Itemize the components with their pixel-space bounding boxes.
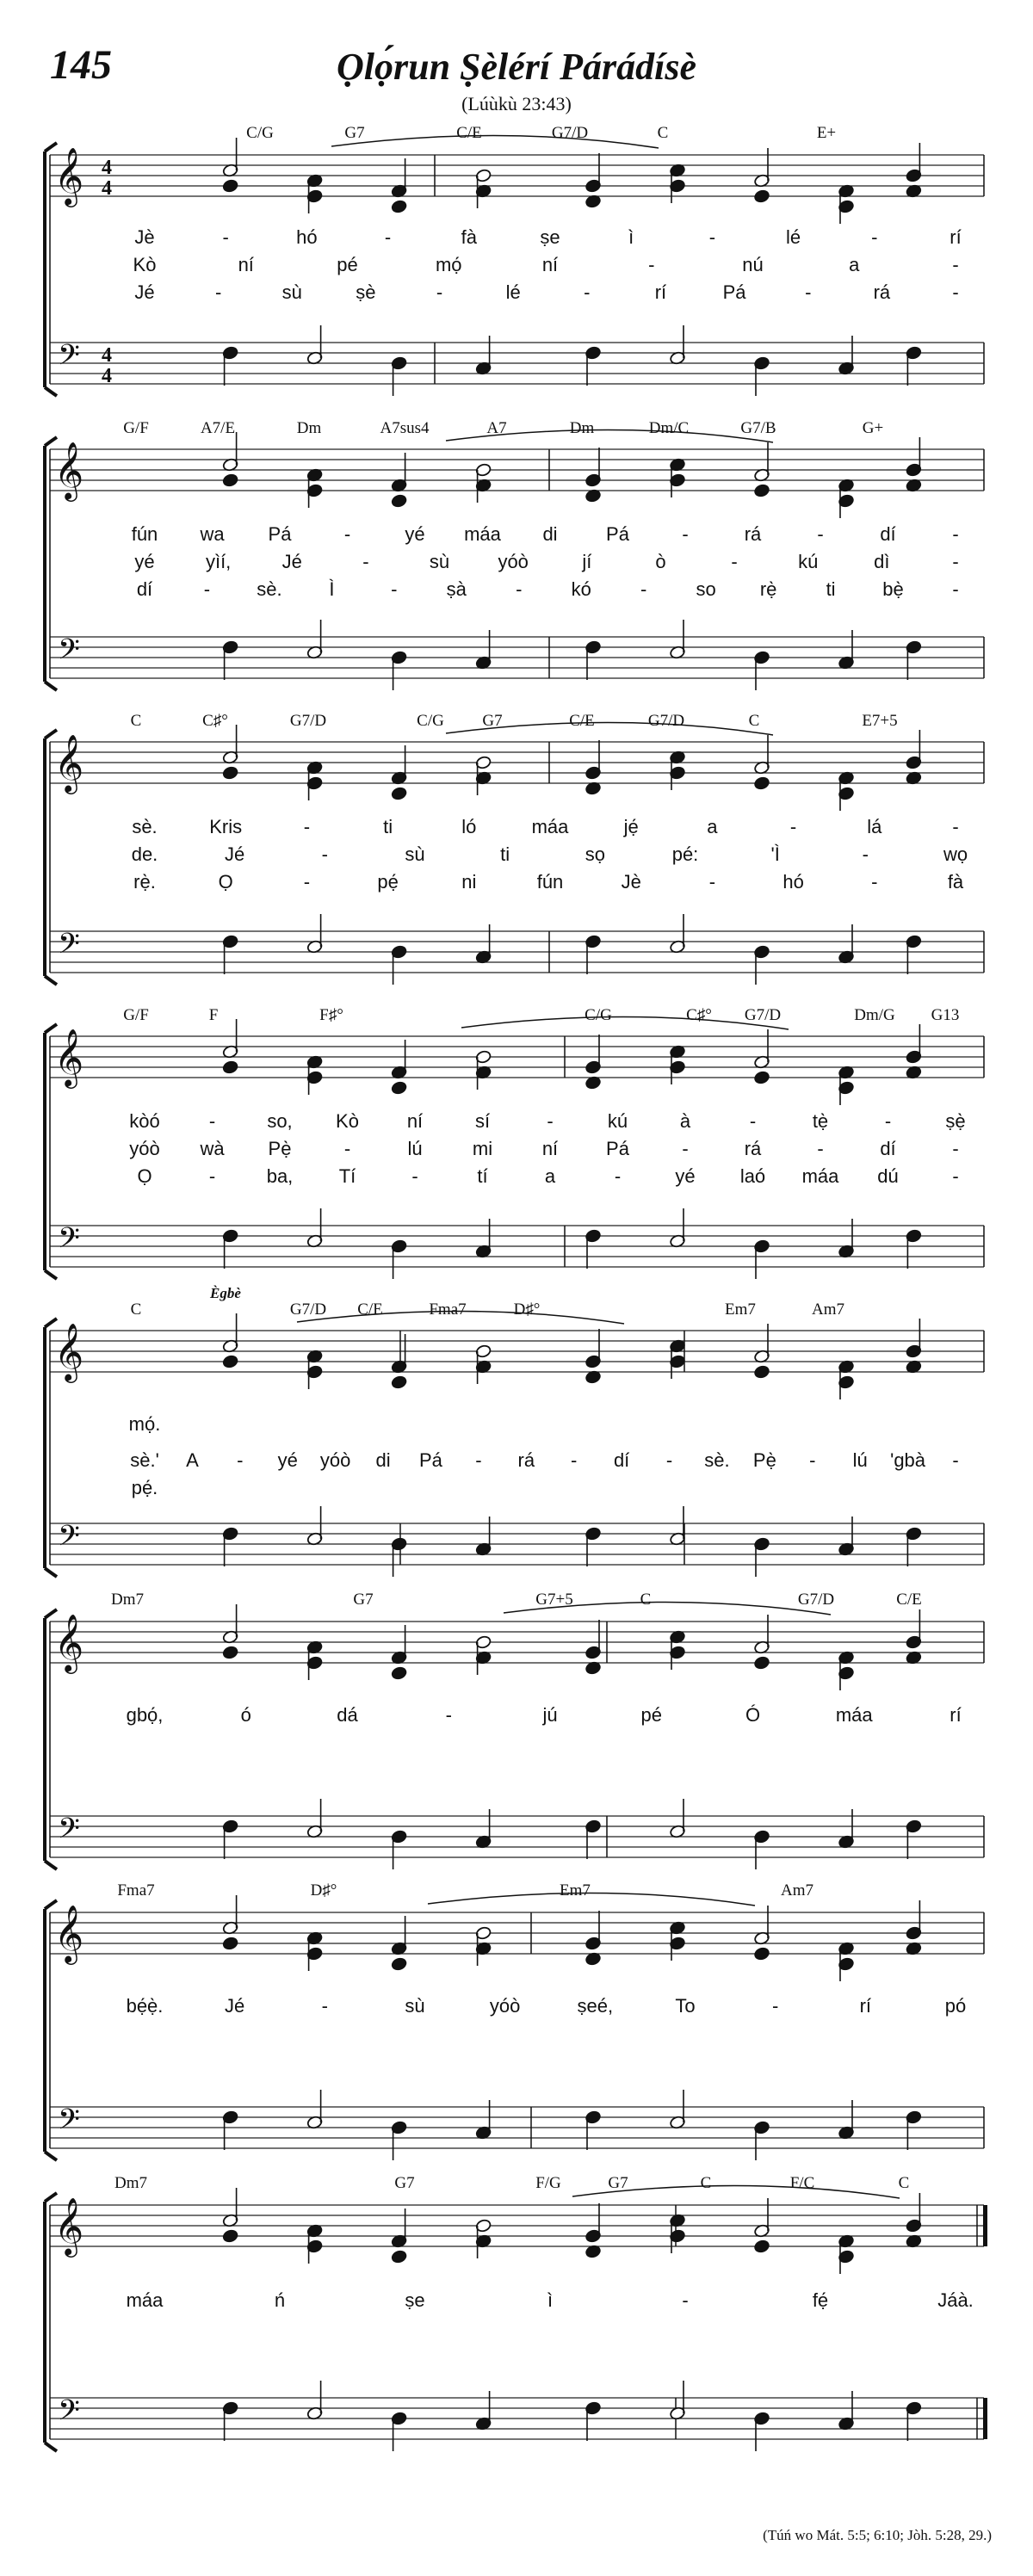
lyric-syllable: kòó [129,1110,160,1132]
system-7-bass-clef-icon: 𝄢 [58,2103,80,2143]
lyric-syllable: - [682,2289,689,2311]
lyric-syllable: de. [131,843,158,865]
lyric-syllable: Pá [606,523,629,545]
lyric-syllable: ti [826,578,836,600]
system-1-bass-clef-icon: 𝄢 [58,339,80,379]
chord-symbol: Fma7 [429,1300,467,1319]
system-5-treble-clef-icon: 𝄞 [53,1322,84,1381]
alto-note [391,787,407,801]
lyric-syllable: - [584,281,591,303]
lyric-syllable: - [614,1165,622,1187]
system-8-bass-clef-icon: 𝄢 [58,2394,80,2434]
lyric-syllable: rí [949,1704,962,1726]
chord-symbol: G7 [608,2174,628,2192]
lyric-syllable: rá [517,1449,535,1471]
chord-symbol: C [640,1591,652,1609]
lyric-syllable: ṣà [446,578,467,600]
lyric-syllable: ti [383,816,393,837]
lyric-syllable: dí [613,1449,630,1471]
lyric-syllable: a [849,254,860,275]
lyric-syllable: - [682,1138,689,1159]
lyric-syllable: mi [472,1138,493,1159]
lyric-syllable: sè. [704,1449,730,1471]
chord-symbol: G7/D [551,124,589,142]
lyric-syllable: - [640,578,647,600]
chord-symbol: G7/D [289,712,327,730]
lyric-syllable: - [222,226,229,248]
lyric-syllable: jẹ́ [623,816,639,837]
scripture-reference: (Lúùkù 23:43) [461,93,572,114]
alto-note [222,2229,238,2244]
alto-note [753,776,770,791]
lyric-syllable: lé [786,226,801,248]
lyric-syllable: kú [607,1110,628,1132]
chord-symbol: Dm/G [854,1006,895,1024]
lyric-syllable: lé [505,281,521,303]
chord-symbol: G13 [931,1006,960,1024]
alto-note [391,1375,407,1390]
chord-symbol: E7+5 [862,712,898,730]
chord-symbol: G7 [344,124,365,142]
chord-symbol: C/G [246,124,274,142]
lyric-syllable: mọ́. [128,1413,161,1435]
chord-symbol: Dm [569,419,595,437]
lyric-syllable: fún [536,871,564,893]
lyric-syllable: máa [464,523,501,545]
lyric-syllable: rá [744,523,762,545]
lyric-syllable: dí [880,1138,896,1159]
lyric-syllable: - [817,523,824,545]
lyric-syllable: - [952,254,959,275]
lyric-syllable: Jé [225,843,245,865]
lyric-syllable: - [789,816,797,837]
bass-time-sig-top: 4 [102,344,112,367]
lyric-syllable: ì [628,226,634,248]
lyric-syllable: - [237,1449,244,1471]
chord-symbol: C [130,712,142,730]
lyric-syllable: rẹ̀ [759,578,777,600]
lyric-syllable: ní [541,254,559,275]
lyric-syllable: - [952,551,959,572]
alto-note [753,1656,770,1671]
lyric-syllable: pé [337,254,358,275]
alto-note [391,1957,407,1972]
lyric-syllable: tí [477,1165,488,1187]
system-2-treble-clef-icon: 𝄞 [53,441,84,499]
lyric-syllable: - [952,578,959,600]
lyric-syllable: Jé [225,1995,245,2017]
lyric-syllable: lú [407,1138,423,1159]
lyric-syllable: lú [852,1449,868,1471]
system-1-slur [331,135,659,148]
lyric-syllable: gbọ́, [126,1704,164,1726]
chord-symbol: G/F [123,419,149,437]
lyric-syllable: - [871,226,878,248]
chord-symbol: C/E [357,1300,383,1319]
lyric-syllable: máa [835,1704,873,1726]
lyric-syllable: - [648,254,655,275]
lyric-syllable: ni [461,871,477,893]
lyric-syllable: rí [859,1995,872,2017]
lyric-syllable: - [303,816,311,837]
lyric-syllable: wà [200,1138,225,1159]
lyric-syllable: dí [136,578,153,600]
lyric-syllable: sè.' [130,1449,159,1471]
lyric-syllable: ṣè [356,281,376,303]
chord-symbol: F♯° [319,1006,343,1024]
final-barline [983,2398,987,2439]
final-barline [983,2205,987,2246]
lyric-syllable: 'Ì [770,843,780,865]
lyric-syllable: - [384,226,392,248]
lyric-syllable: - [665,1449,673,1471]
lyric-syllable: - [411,1165,418,1187]
chord-symbol: Em7 [725,1300,756,1319]
lyric-syllable: Kò [133,254,157,275]
chord-symbol: F/C [789,2174,815,2192]
section-mark-egbe: Ègbè [210,1285,241,1301]
lyric-syllable: tẹ̀ [812,1110,829,1132]
lyric-syllable: - [708,871,716,893]
lyric-syllable: dí [880,523,896,545]
lyric-syllable: 'gbà [890,1449,926,1471]
lyric-syllable: lá [867,816,882,837]
chord-symbol: C/E [896,1591,922,1609]
lyric-syllable: yé [134,551,155,572]
chord-symbol: F [208,1006,219,1024]
alto-note [222,473,238,488]
lyric-syllable: yé [405,523,425,545]
lyric-syllable: - [952,523,959,545]
alto-note [391,200,407,214]
lyric-syllable: - [884,1110,892,1132]
lyric-syllable: di [375,1449,391,1471]
system-4-slur [461,1016,789,1029]
lyric-syllable: máa [126,2289,164,2311]
lyric-syllable: sọ [585,843,605,865]
system-4-bass-clef-icon: 𝄢 [58,1222,80,1262]
lyric-syllable: yé [675,1165,696,1187]
alto-note [391,1081,407,1096]
lyric-syllable: rí [654,281,667,303]
lyric-syllable: - [321,843,328,865]
alto-note [222,1937,238,1951]
lyric-syllable: a [544,1165,556,1187]
hymn-number: 145 [50,42,112,88]
chord-symbol: Dm/C [648,419,690,437]
lyric-syllable: pẹ́. [131,1477,158,1498]
lyric-syllable: jí [582,551,592,572]
lyric-syllable: - [805,281,812,303]
alto-note [753,484,770,498]
system-2-bass-clef-icon: 𝄢 [58,633,80,673]
chord-symbol: Dm7 [111,1591,144,1609]
chord-symbol: Dm7 [114,2174,147,2192]
chord-symbol: G7 [482,712,503,730]
alto-note [391,494,407,509]
lyric-syllable: ṣe [540,226,560,248]
lyric-syllable: Pá [419,1449,442,1471]
chord-symbol: A7sus4 [380,419,430,437]
lyric-syllable: Pẹ̀ [268,1138,292,1159]
lyric-syllable: fà [947,871,964,893]
lyric-syllable: yóò [498,551,529,572]
alto-note [753,2239,770,2254]
alto-note [391,1666,407,1681]
lyric-syllable: - [214,281,222,303]
lyric-syllable: Pẹ̀ [752,1449,776,1471]
lyric-syllable: - [475,1449,482,1471]
chord-symbol: A7/E [200,419,236,437]
system-5-bass-clef-icon: 𝄢 [58,1520,80,1560]
system-6-bass-clef-icon: 𝄢 [58,1813,80,1852]
lyric-syllable: so [696,578,716,600]
system-8-treble-clef-icon: 𝄞 [53,2196,84,2255]
treble-time-sig-bottom: 4 [102,177,112,200]
chord-symbol: G7+5 [535,1591,573,1609]
system-7-slur [428,1893,755,1906]
lyric-syllable: Jé [134,281,155,303]
lyric-syllable: wa [200,523,225,545]
alto-note [222,1355,238,1369]
lyric-syllable: pó [944,1995,967,2017]
chord-symbol: G7/B [740,419,776,437]
lyric-syllable: à [679,1110,691,1132]
lyric-syllable: sù [429,551,450,572]
lyric-syllable: jú [542,1704,558,1726]
lyric-syllable: - [952,1138,959,1159]
lyric-syllable: Jé [281,551,302,572]
system-7-treble-clef-icon: 𝄞 [53,1904,84,1962]
chord-symbol: Am7 [781,1881,813,1900]
lyric-syllable: dá [337,1704,358,1726]
lyric-syllable: nú [742,254,764,275]
lyric-syllable: yé [277,1449,298,1471]
system-3-treble-clef-icon: 𝄞 [53,733,84,792]
lyric-syllable: yóò [319,1449,351,1471]
lyric-syllable: fẹ́ [812,2289,829,2311]
alto-note [753,1947,770,1961]
lyric-syllable: A [186,1449,199,1471]
alto-note [222,1060,238,1075]
chord-symbol: Em7 [560,1881,591,1900]
lyric-syllable: - [809,1449,816,1471]
lyric-syllable: - [343,1138,351,1159]
chord-symbol: C♯° [686,1006,712,1024]
lyric-syllable: di [542,523,558,545]
system-6-treble-clef-icon: 𝄞 [53,1613,84,1671]
lyric-syllable: Ọ [218,871,233,893]
lyric-syllable: sù [281,281,302,303]
chord-symbol: G7/D [289,1300,327,1319]
lyric-syllable: - [516,578,523,600]
lyric-syllable: sè. [257,578,282,600]
lyric-syllable: Tí [338,1165,356,1187]
chord-symbol: Dm [296,419,322,437]
lyric-syllable: Pá [606,1138,629,1159]
lyric-syllable: ó [240,1704,251,1726]
lyric-syllable: Ì [329,578,335,600]
alto-note [753,1365,770,1380]
lyric-syllable: ń [274,2289,286,2311]
chord-symbol: C/G [417,712,444,730]
lyric-syllable: pé: [671,843,699,865]
system-1-treble-clef-icon: 𝄞 [53,146,84,205]
lyric-syllable: dì [874,551,890,572]
lyric-syllable: yóò [129,1138,160,1159]
alto-note [391,2250,407,2264]
lyric-syllable: fún [131,523,158,545]
chord-symbol: G+ [862,419,884,437]
chord-symbol: E+ [816,124,837,142]
lyric-syllable: Kò [336,1110,359,1132]
lyric-syllable: ṣe [405,2289,425,2311]
lyric-syllable: rá [873,281,891,303]
lyric-syllable: bẹ̀ [882,578,904,600]
lyric-syllable: Ọ [137,1165,152,1187]
lyric-syllable: - [952,281,959,303]
lyric-syllable: - [445,1704,452,1726]
lyric-syllable: Pá [722,281,746,303]
lyric-syllable: laó [739,1165,766,1187]
lyric-syllable: sù [405,1995,425,2017]
lyric-syllable: hó [296,226,318,248]
lyric-syllable: - [436,281,443,303]
chord-symbol: G7/D [744,1006,782,1024]
lyric-syllable: rí [949,226,962,248]
chord-symbol: C [748,712,760,730]
alto-note [753,1071,770,1085]
lyric-syllable: - [343,523,351,545]
chord-symbol: C♯° [202,712,228,730]
lyric-syllable: - [391,578,398,600]
lyric-syllable: fà [461,226,477,248]
lyric-syllable: ṣẹ̀ [945,1110,966,1132]
system-4-treble-clef-icon: 𝄞 [53,1028,84,1086]
lyric-syllable: Jè [134,226,155,248]
lyric-syllable: Jáà. [937,2289,974,2311]
chord-symbol: A7 [486,419,507,437]
chord-symbol: C/E [569,712,595,730]
lyric-syllable: - [952,816,959,837]
hymn-title: Ọlọ́run Ṣèlérí Párádísè [336,46,697,88]
lyric-syllable: - [772,1995,779,2017]
lyric-syllable: - [203,578,211,600]
lyric-syllable: pẹ́ [377,871,399,893]
lyric-syllable: rá [744,1138,762,1159]
lyric-syllable: - [682,523,689,545]
alto-note [222,179,238,194]
lyric-syllable: - [871,871,878,893]
lyric-syllable: sù [405,843,425,865]
lyric-syllable: yìí, [205,551,232,572]
chord-symbol: G7 [353,1591,374,1609]
chord-symbol: C [898,2174,910,2192]
lyric-syllable: ti [500,843,510,865]
lyric-syllable: - [362,551,369,572]
lyric-syllable: wọ [943,843,968,865]
chord-symbol: Fma7 [117,1881,155,1900]
chord-symbol: G7/D [797,1591,835,1609]
lyric-syllable: dú [877,1165,899,1187]
chord-symbol: G7/D [647,712,685,730]
lyric-syllable: Jè [621,871,641,893]
lyric-syllable: hó [782,871,804,893]
lyric-syllable: ní [541,1138,559,1159]
lyric-syllable: To [675,1995,696,2017]
lyric-syllable: so, [267,1110,293,1132]
lyric-syllable: - [303,871,311,893]
footer-references: (Túń wo Mát. 5:5; 6:10; Jòh. 5:28, 29.) [763,2527,992,2543]
lyric-syllable: ṣeé, [577,1995,614,2017]
chord-symbol: F/G [535,2174,561,2192]
lyric-syllable: kú [798,551,819,572]
lyric-syllable: bẹ́ẹ̀. [126,1995,164,2017]
lyric-syllable: - [817,1138,824,1159]
chord-symbol: C [657,124,669,142]
lyric-syllable: - [708,226,716,248]
lyric-syllable: sè. [132,816,158,837]
lyric-syllable: kó [571,578,591,600]
lyric-syllable: yóò [489,1995,521,2017]
lyric-syllable: a [707,816,718,837]
lyric-syllable: - [547,1110,554,1132]
lyric-syllable: - [321,1995,328,2017]
lyric-syllable: Ó [745,1704,761,1726]
lyric-syllable: Pá [268,523,292,545]
alto-note [753,189,770,204]
lyric-syllable: ba, [266,1165,294,1187]
lyric-syllable: máa [531,816,569,837]
chord-symbol: C/E [456,124,482,142]
lyric-syllable: - [862,843,869,865]
lyric-syllable: - [208,1110,216,1132]
chord-symbol: G7 [394,2174,415,2192]
lyric-syllable: ní [238,254,254,275]
lyric-syllable: - [952,1165,959,1187]
lyric-syllable: pé [640,1704,662,1726]
lyric-syllable: ò [655,551,666,572]
lyric-syllable: ní [406,1110,424,1132]
lyric-syllable: sí [474,1110,491,1132]
chord-symbol: C [700,2174,712,2192]
lyric-syllable: - [208,1165,216,1187]
alto-note [222,766,238,781]
lyric-syllable: Kris [209,816,243,837]
treble-time-sig-top: 4 [102,157,112,179]
chord-symbol: C [130,1300,142,1319]
lyric-syllable: ì [547,2289,554,2311]
lyric-syllable: - [749,1110,757,1132]
lyric-syllable: máa [801,1165,839,1187]
chord-symbol: Am7 [812,1300,844,1319]
bass-time-sig-bottom: 4 [102,365,112,387]
chord-symbol: D♯° [513,1300,541,1319]
lyric-syllable: rẹ̀. [133,871,156,893]
system-3-bass-clef-icon: 𝄢 [58,928,80,967]
chord-symbol: C/G [585,1006,612,1024]
alto-note [222,1646,238,1660]
lyric-syllable: mọ́ [435,254,462,275]
chord-symbol: D♯° [310,1881,337,1900]
chord-symbol: G/F [123,1006,149,1024]
lyric-syllable: - [571,1449,578,1471]
lyric-syllable: - [731,551,738,572]
lyric-syllable: - [952,1449,959,1471]
lyric-syllable: ló [461,816,477,837]
